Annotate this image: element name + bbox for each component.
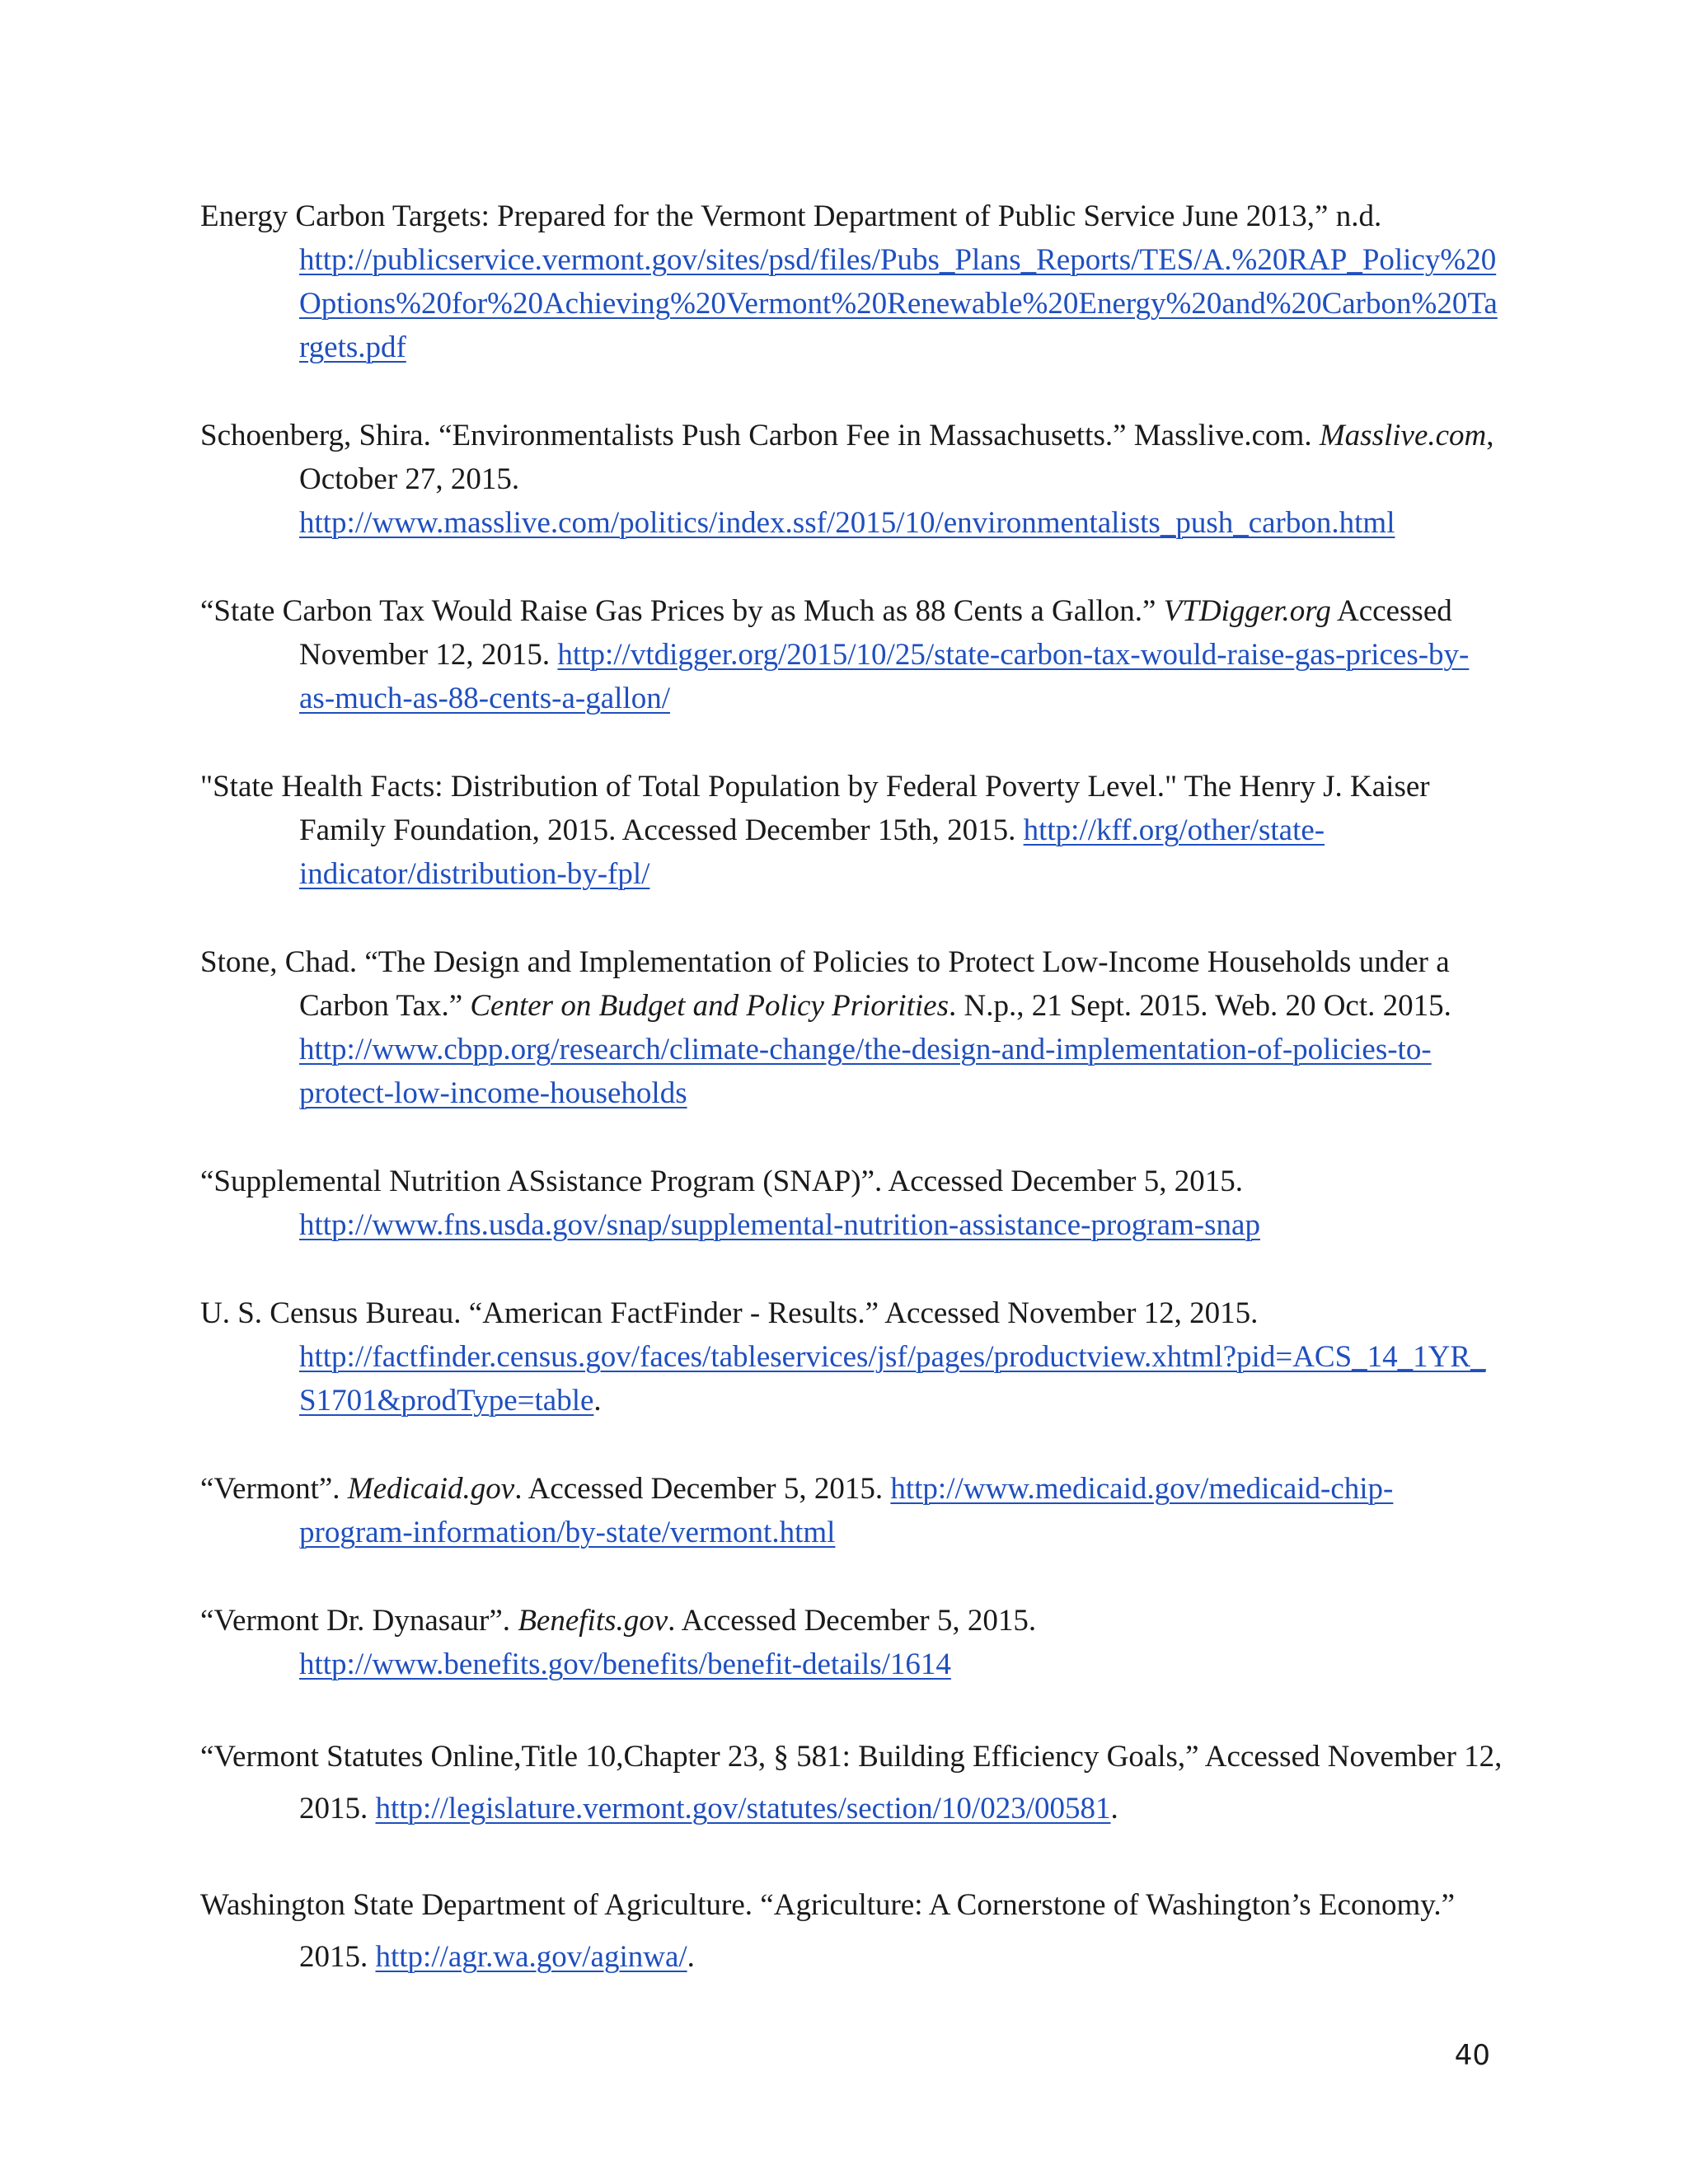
reference-entry (200, 414, 1503, 545)
reference-link[interactable]: http://www.fns.usda.gov/snap/supplemental-nutrition-assistance-program-snap (299, 1208, 1260, 1242)
reference-entry (200, 1731, 1503, 1835)
bibliography-list (200, 194, 1503, 2027)
reference-text: Stone, Chad. “The Design and Implementation of Policies to Protect Low-Income Households under a Carbon Tax.” (200, 945, 1450, 1023)
reference-link[interactable]: http://www.masslive.com/politics/index.ssf/2015/10/environmentalists_push_carbon.html (299, 506, 1395, 540)
reference-entry (200, 1879, 1503, 1983)
reference-link[interactable]: http://agr.wa.gov/aginwa/ (375, 1940, 687, 1974)
reference-text: Schoenberg, Shira. “Environmentalists Push Carbon Fee in Massachusetts.” Masslive.com. (200, 419, 1320, 452)
reference-source: Benefits.gov (518, 1604, 668, 1638)
reference-link[interactable]: http://legislature.vermont.gov/statutes/section/10/023/00581 (375, 1792, 1111, 1825)
reference-entry (200, 589, 1503, 720)
reference-text: “State Carbon Tax Would Raise Gas Prices by as Much as 88 Cents a Gallon.” (200, 594, 1164, 628)
reference-text: "State Health Facts: Distribution of Total Population by Federal Poverty Level." The Henry J. Kaiser Family Foundation, 2015. Accessed December 15th, 2015. (200, 770, 1430, 847)
reference-entry (200, 765, 1503, 896)
reference-source: Masslive.com (1319, 419, 1487, 452)
reference-link[interactable]: http://kff.org/other/state-indicator/distribution-by-fpl/ (299, 813, 1325, 891)
reference-text: “Supplemental Nutrition ASsistance Program (SNAP)”. Accessed December 5, 2015. (200, 1165, 1243, 1198)
reference-entry (200, 194, 1503, 369)
reference-text: . Accessed December 5, 2015. (514, 1472, 891, 1506)
reference-text: Accessed November 12, 2015. (299, 594, 1452, 672)
reference-entry (200, 1599, 1503, 1686)
reference-link[interactable]: http://publicservice.vermont.gov/sites/psd/files/Pubs_Plans_Reports/TES/A.%20RAP_Policy%20Options%20for%20Achieving%20Vermont%20Renewable%20Energy%20and%20Carbon%20Targets.pdf (299, 243, 1498, 364)
reference-link[interactable]: http://factfinder.census.gov/faces/tableservices/jsf/pages/productview.xhtml?pid=ACS_14_1YR_S1701&prodType=table (299, 1340, 1486, 1418)
reference-link[interactable]: http://www.benefits.gov/benefits/benefit-details/1614 (299, 1647, 951, 1681)
reference-text: , October 27, 2015. (299, 419, 1494, 496)
reference-text: “Vermont Dr. Dynasaur”. (200, 1604, 518, 1638)
page-number: 40 (1454, 2039, 1490, 2072)
reference-text: . (593, 1384, 602, 1418)
reference-link[interactable]: http://www.medicaid.gov/medicaid-chip-program-information/by-state/vermont.html (299, 1472, 1394, 1549)
reference-text: Washington State Department of Agriculture. “Agriculture: A Cornerstone of Washington’s Economy.” 2015. (200, 1888, 1456, 1974)
reference-text: “Vermont”. (200, 1472, 348, 1506)
reference-text: Energy Carbon Targets: Prepared for the Vermont Department of Public Service June 2013,” n.d. (200, 199, 1382, 233)
reference-source: Medicaid.gov (347, 1472, 515, 1506)
reference-text: U. S. Census Bureau. “American FactFinder - Results.” Accessed November 12, 2015. (200, 1296, 1259, 1330)
reference-entry (200, 1467, 1503, 1554)
reference-entry (200, 940, 1503, 1115)
reference-entry (200, 1291, 1503, 1422)
reference-link[interactable]: http://www.cbpp.org/research/climate-change/the-design-and-implementation-of-policies-to-protect-low-income-households (299, 1033, 1432, 1110)
reference-text: “Vermont Statutes Online,Title 10,Chapter 23, § 581: Building Efficiency Goals,” Accessed November 12, 2015. (200, 1740, 1503, 1825)
reference-entry (200, 1160, 1503, 1247)
reference-text: . Accessed December 5, 2015. (668, 1604, 1037, 1638)
reference-link[interactable]: http://vtdigger.org/2015/10/25/state-carbon-tax-would-raise-gas-prices-by-as-much-as-88-cents-a-gallon/ (299, 638, 1470, 715)
reference-text: . (1110, 1792, 1118, 1825)
reference-source: VTDigger.org (1163, 594, 1331, 628)
reference-text: . N.p., 21 Sept. 2015. Web. 20 Oct. 2015. (948, 989, 1451, 1023)
reference-source: Center on Budget and Policy Priorities (470, 989, 949, 1023)
reference-text: . (687, 1940, 695, 1974)
